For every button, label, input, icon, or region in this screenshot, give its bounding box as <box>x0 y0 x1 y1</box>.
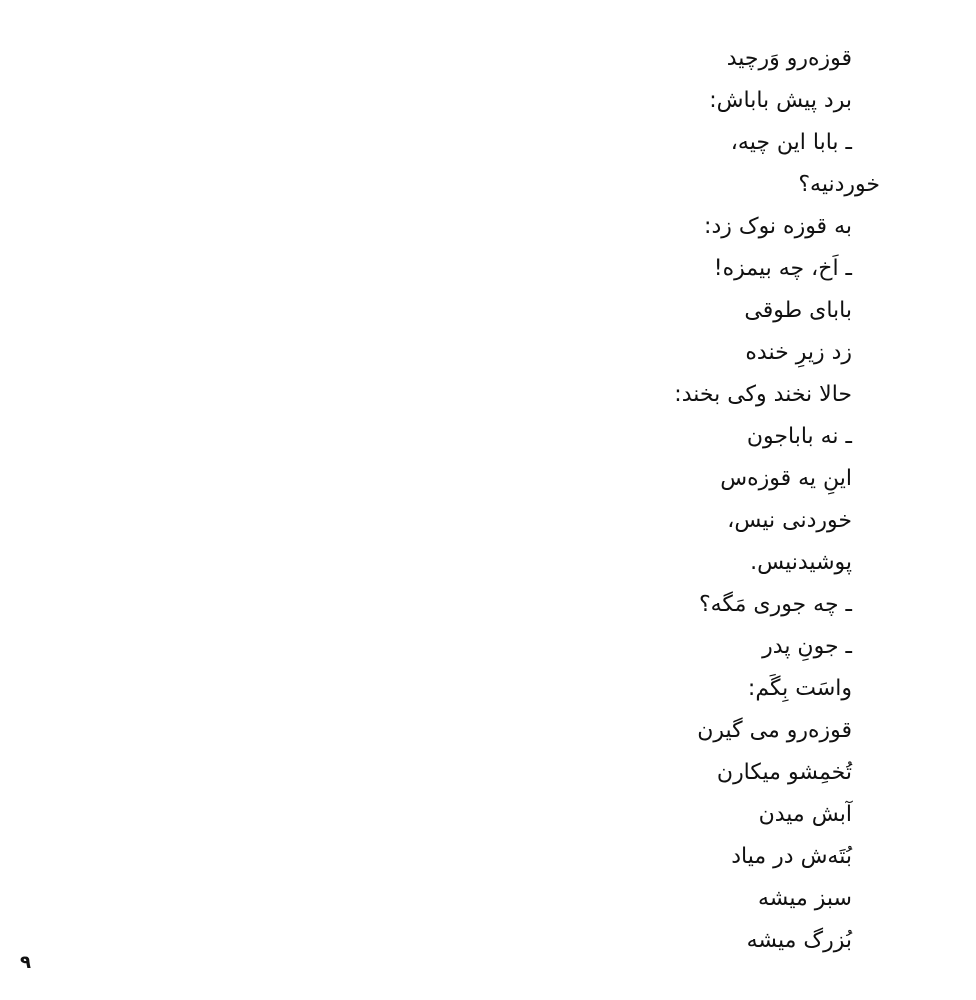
poem-line: آبش میدن <box>758 802 852 827</box>
poem-line: زد زیرِ خنده <box>745 340 852 365</box>
poem-line: تُخمِشو میکارن <box>716 760 852 785</box>
poem-line: ـ بابا این چیه، <box>730 130 852 155</box>
poem-line: خوردنیه؟ <box>798 172 880 197</box>
poem-line: ـ اَخ، چه بیمزه! <box>713 256 852 281</box>
poem-line: به قوزه نوک زد: <box>704 214 852 239</box>
poem-line: بُزرگ میشه <box>746 928 852 953</box>
poem-line: خوردنی نیس، <box>727 508 852 533</box>
poem-line: اینِ یه قوزه‌س <box>720 466 852 491</box>
poem-line: قوزه‌رو وَرچید <box>726 46 852 71</box>
poem-line: سبز میشه <box>757 886 852 911</box>
poem-line: واسَت بِگَم: <box>747 676 852 701</box>
poem-line: برد پیش باباش: <box>709 88 852 113</box>
poem-line: بابای طوقی <box>744 298 852 323</box>
poem-line: حالا نخند وکی بخند: <box>674 382 852 407</box>
poem-line: ـ نه باباجون <box>746 424 852 449</box>
poem-line: ـ چه جوری مَگه؟ <box>698 592 852 617</box>
poem-line: پوشیدنیس. <box>750 550 852 575</box>
page-number: ۹ <box>20 952 31 973</box>
poem-line: قوزه‌رو می گیرن <box>697 718 852 743</box>
poem-line: ـ جونِ پدر <box>762 634 852 659</box>
poem-line: بُتَه‌ش در میاد <box>731 844 852 869</box>
poem-text <box>432 38 880 962</box>
